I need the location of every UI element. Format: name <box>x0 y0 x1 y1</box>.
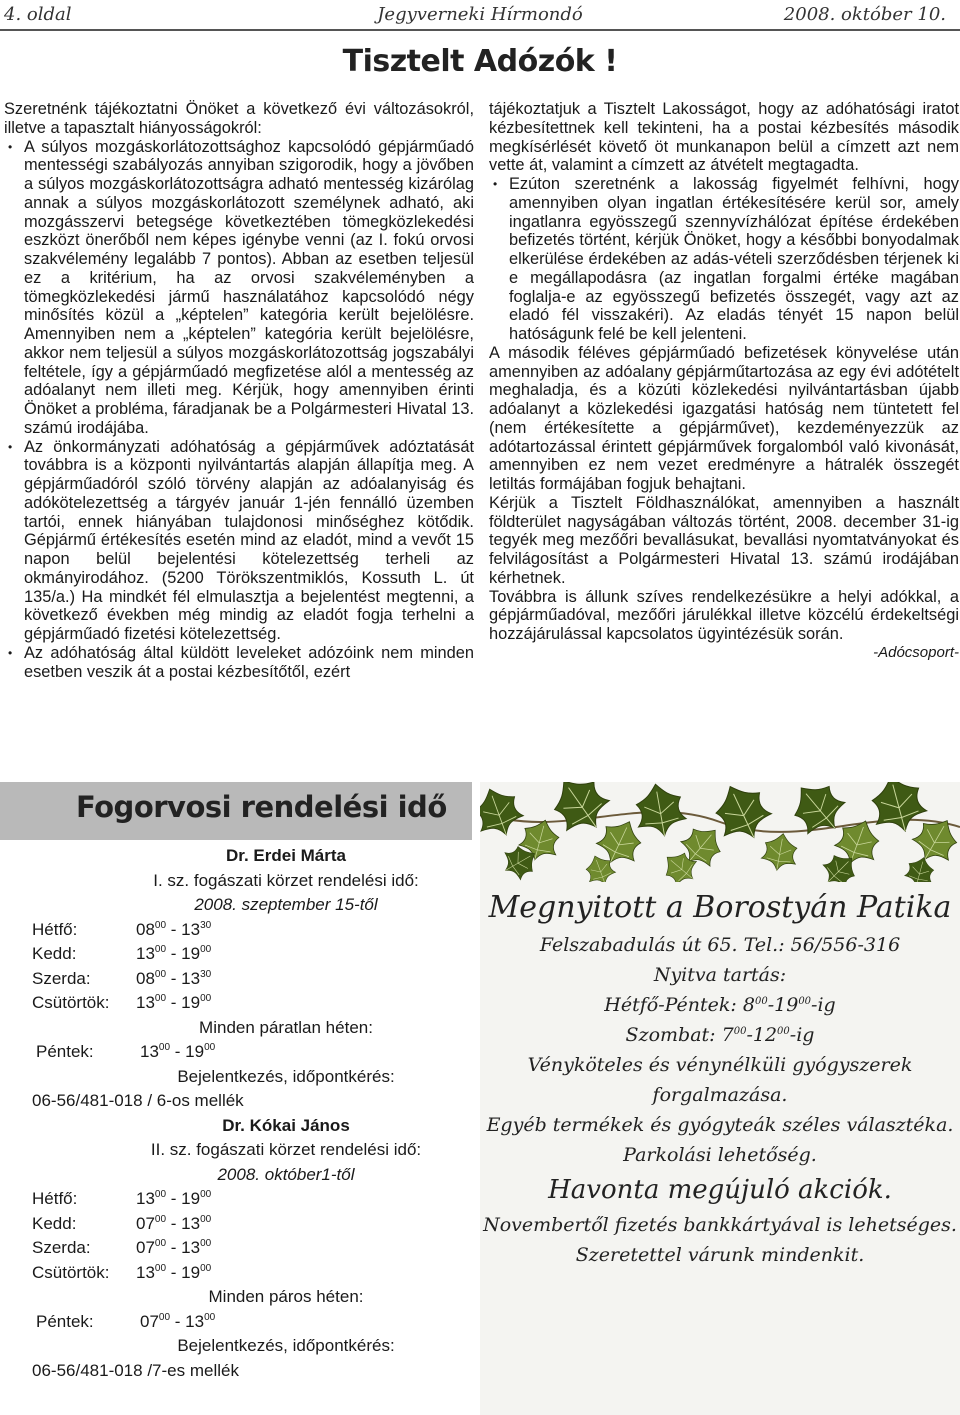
booking-phone: 06-56/481-018 /7-es mellék <box>32 1360 239 1380</box>
schedule-row <box>0 918 472 943</box>
page-number: 4. oldal <box>4 4 72 25</box>
dental-schedule <box>0 844 472 1383</box>
saturday-start: 7 <box>721 1024 734 1046</box>
article-column-left <box>4 100 474 681</box>
schedule-row <box>0 967 472 992</box>
page-header <box>0 0 960 30</box>
week-note: Minden páros héten: <box>208 1287 364 1306</box>
ivy-leaf <box>866 782 931 838</box>
booking-phone: 06-56/481-018 / 6-os mellék <box>32 1091 244 1110</box>
pharmacy-address: Felszabadulás út 65. Tel.: 56/556-316 <box>539 934 901 956</box>
article-bullet: • A súlyos mozgáskorlátozottsághoz kapcsolódó gépjárműadó mentességi szabályozás annyiban szigorodik, hogy a jövőben a súlyos mozgáskorlátozottságra adható mentesség kizárólag annak a súlyos mozgáskorlátozott személynek adható, aki mozgásszervi betegsége következtében tömegközlekedési eszközt önerőből nem képes igénybe venni (az I. fokú orvosi szakvélemény legalább 7 pontos). Abban az esetben teljesül ez a kritérium, ha az orvosi szakvéleményben a tömegközlekedési jármű használatához kapcsolódó négy minősítés közül a „képtelen” kategória került bejelölésre. Amennyiben nem a „képtelen” kategória került bejelölésre, akkor nem teljesül a súlyos mozgáskorlátozottság jogszabályi feltétele, így a gépjárműadó megfizetése alól a mentesség az adóalanyt nem illeti meg. Kérjük, hogy amennyiben érinti Önöket a probléma, fáradjanak be a Polgármesteri Hivatal 13. számú irodájába. <box>4 138 474 438</box>
ivy-leaf <box>707 782 778 848</box>
saturday-end-min: 00 <box>777 1026 790 1037</box>
article-paragraph: Kérjük a Tisztelt Földhasználókat, amennyiben a használt földterület nagyságában változás történt, 2008. december 31-ig tegyék meg mezőőri bevallásukat, bevallási nyomtatványokat és felvilágosítást a Polgármesteri Hivatal 13. számú irodájában kérhetnek. <box>489 493 959 587</box>
schedule-row <box>0 1261 472 1286</box>
article-column-right <box>489 100 959 663</box>
friday-schedule <box>0 1310 472 1335</box>
valid-from: 2008. október1-től <box>217 1164 355 1184</box>
schedule-row <box>0 1187 472 1212</box>
schedule-day: Szerda: <box>32 1238 91 1257</box>
schedule-times: $08^{00} - 13^{30}$ <box>136 919 212 939</box>
saturday-suffix: -ig <box>789 1024 815 1046</box>
schedule-times: $08^{00} - 13^{30}$ <box>136 968 212 988</box>
weekday-end: 19 <box>774 994 799 1016</box>
weekly-schedule <box>0 918 472 1016</box>
valid-from: 2008. szeptember 15-től <box>194 895 378 914</box>
pharmacy-promo: Havonta megújuló akciók. <box>548 1175 892 1205</box>
pharmacy-line: Parkolási lehetőség. <box>623 1144 817 1166</box>
schedule-day: Hétfő: <box>32 1189 78 1208</box>
ivy-leaf <box>480 782 527 843</box>
weekday-end-min: 00 <box>798 996 812 1007</box>
schedule-day: Hétfő: <box>32 919 78 939</box>
weekly-schedule <box>0 1187 472 1285</box>
pharmacy-line: forgalmazása. <box>652 1084 788 1106</box>
weekday-hours: Hétfő-Péntek: $8^{00}-19^{00}-ig$ <box>604 994 836 1016</box>
weekday-suffix: -ig <box>811 994 836 1016</box>
bullet-text-start: Az adóhatóság által küldött leveleket adózóink nem minden esetben veszik át a postai kézbesítőtől, ezért <box>24 643 474 681</box>
schedule-day: Csütörtök: <box>32 993 110 1012</box>
pharmacy-ad <box>480 782 960 1415</box>
schedule-row <box>0 1212 472 1237</box>
ivy-leaf <box>783 782 854 844</box>
issue-date: 2008. október 10. <box>783 4 946 25</box>
article-bullet <box>4 644 474 682</box>
saturday-hours: Szombat: $7^{00}-12^{00}-ig$ <box>625 1024 815 1046</box>
schedule-times: $07^{00} - 13^{00}$ <box>136 1213 212 1233</box>
opening-hours-label: Nyitva tartás: <box>653 964 787 986</box>
saturday-label: Szombat: <box>625 1024 722 1046</box>
schedule-day: Péntek: <box>36 1042 94 1061</box>
pharmacy-welcome: Szeretettel várunk mindenkit. <box>575 1244 865 1266</box>
publication-name: Jegyverneki Hírmondó <box>377 4 583 25</box>
week-note: Minden páratlan héten: <box>199 1017 373 1037</box>
schedule-times: $13^{00} - 19^{00}$ <box>136 1262 212 1282</box>
article-intro: Szeretnénk tájékoztatni Önöket a következő évi változásokról, illetve a tapasztalt hiányosságokról: <box>4 100 474 137</box>
pharmacy-text <box>480 886 960 1270</box>
booking-label: Bejelentkezés, időpontkérés: <box>177 1336 395 1355</box>
weekday-start: 8 <box>742 994 755 1016</box>
schedule-row <box>0 1236 472 1261</box>
article-paragraph: A második féléves gépjárműadó befizetések könyvelése után amennyiben az adóalany gépjárműtartozása az egy évi adótételt meghaladja, és a közúti közlekedési nyilvántartásban újabb adóalanyt a közlekedési igazgatási hatóság nem tüntetett fel (nem értékesítette a gépjárművet), kezdeményezzük az adótartozással érintett gépjárművek forgalomból való kivonását, amennyiben ez nem vezet eredményre a hátralék összegét letiltás formájában fogjuk behajtani. <box>489 343 959 493</box>
schedule-times: $07^{00} - 13^{00}$ <box>136 1238 212 1257</box>
schedule-day: Kedd: <box>32 944 77 963</box>
schedule-day: Csütörtök: <box>32 1262 110 1282</box>
article-title: Tisztelt Adózók ! <box>342 44 618 79</box>
pharmacy-title: Megnyitott a Borostyán Patika <box>488 890 952 925</box>
schedule-times: $13^{00} - 19^{00}$ <box>140 1042 216 1061</box>
schedule-day: Szerda: <box>32 968 91 988</box>
weekday-start-min: 00 <box>754 996 768 1007</box>
schedule-day: Péntek: <box>36 1311 94 1331</box>
pharmacy-line: Egyéb termékek és gyógyteák széles választéka. <box>486 1114 954 1136</box>
schedule-row <box>0 942 472 967</box>
ivy-leaf <box>632 782 689 840</box>
doctor-name: Dr. Erdei Márta <box>226 846 346 865</box>
weekday-label: Hétfő-Péntek: <box>604 994 743 1016</box>
dental-title: Fogorvosi rendelési idő <box>76 790 447 824</box>
schedule-row <box>0 991 472 1016</box>
booking-label: Bejelentkezés, időpontkérés: <box>177 1066 395 1086</box>
district-label: II. sz. fogászati körzet rendelési idő: <box>150 1140 422 1159</box>
schedule-times: $13^{00} - 19^{00}$ <box>136 1189 212 1208</box>
bullet-text-continued: tájékoztatjuk a Tisztelt Lakosságot, hogy az adóhatósági iratot kézbesítettnek kell tekinteni, ha a postai kézbesítés második megkísérlését követő öt munkanapon belül a címzett azt nem vette át, valamint a címzett az átvételt megtagadta. <box>489 100 959 175</box>
district-label: I. sz. fogászati körzet rendelési idő: <box>153 870 419 890</box>
article-bullet: • Az önkormányzati adóhatóság a gépjárművek adóztatását továbbra is a központi nyilvántartás alapján állapítja meg. A gépjárműadóról szóló törvény alapján az adóalanyiság és adókötelezettség a tárgyév január 1-jén fennálló üzemben tartói, ennek hiányában tulajdonosi minőséghez kötődik. Gépjármű értékesítés esetén mind az eladót, mind a vevőt 15 napon belül bejelentési kötelezettség terheli az okmányirodához. (5200 Törökszentmiklós, Kossuth L. út 135/a.) Ha mindkét fél elmulasztja a bejelentést megtenni, a következő években még mindig az eladót fogja terhelni a gépjárműadó fizetési kötelezettség. <box>4 438 474 644</box>
schedule-day: Kedd: <box>32 1213 77 1233</box>
pharmacy-card-info: Novembertől fizetés bankkártyával is lehetséges. <box>483 1214 957 1236</box>
ivy-leaf <box>903 854 938 882</box>
schedule-row <box>0 1040 472 1065</box>
header-divider <box>0 29 960 31</box>
schedule-times: $13^{00} - 19^{00}$ <box>136 944 212 963</box>
doctor-name: Dr. Kókai János <box>222 1115 350 1135</box>
friday-schedule <box>0 1040 472 1065</box>
saturday-start-min: 00 <box>733 1026 747 1037</box>
ivy-leaves-decoration <box>480 782 960 882</box>
schedule-times: $07^{00} - 13^{00}$ <box>140 1311 216 1331</box>
ivy-leaf <box>760 831 801 874</box>
article-bullet: • Ezúton szeretnénk a lakosság figyelmét felhívni, hogy amennyiben olyan ingatlan értékesítésére kerül sor, amely ingatlanra egyösszegű szennyvízhálózat építése érdekében befizetés történt, kérjük Önöket, hogy a későbbi bonyodalmak elkerülése érdekében az adás-vételi szerződésben térjenek ki e megállapodásra (az ingatlan forgalmi értéke magában foglalja-e az egyösszegű befizetés összegét, vagy azt az eladó fél visszakéri). Az eladás tényét 15 napon belül hatóságunk felé be kell jelenteni. <box>489 175 959 344</box>
pharmacy-line: Vényköteles és vénynélküli gyógyszerek <box>527 1054 913 1076</box>
dental-title-band <box>0 782 472 840</box>
saturday-end: 12 <box>752 1024 778 1046</box>
article-paragraph: Továbbra is állunk szíves rendelkezésükre a helyi adókkal, a gépjárműadóval, mezőőri járulékkal illetve közcélú érdekeltségi hozzájárulással kapcsolatos ügyintézésük során. <box>489 587 959 643</box>
dental-hours-box <box>0 782 472 1415</box>
schedule-times: $13^{00} - 19^{00}$ <box>136 993 212 1012</box>
article-signature: -Adócsoport- <box>873 643 959 661</box>
schedule-row <box>0 1310 472 1335</box>
